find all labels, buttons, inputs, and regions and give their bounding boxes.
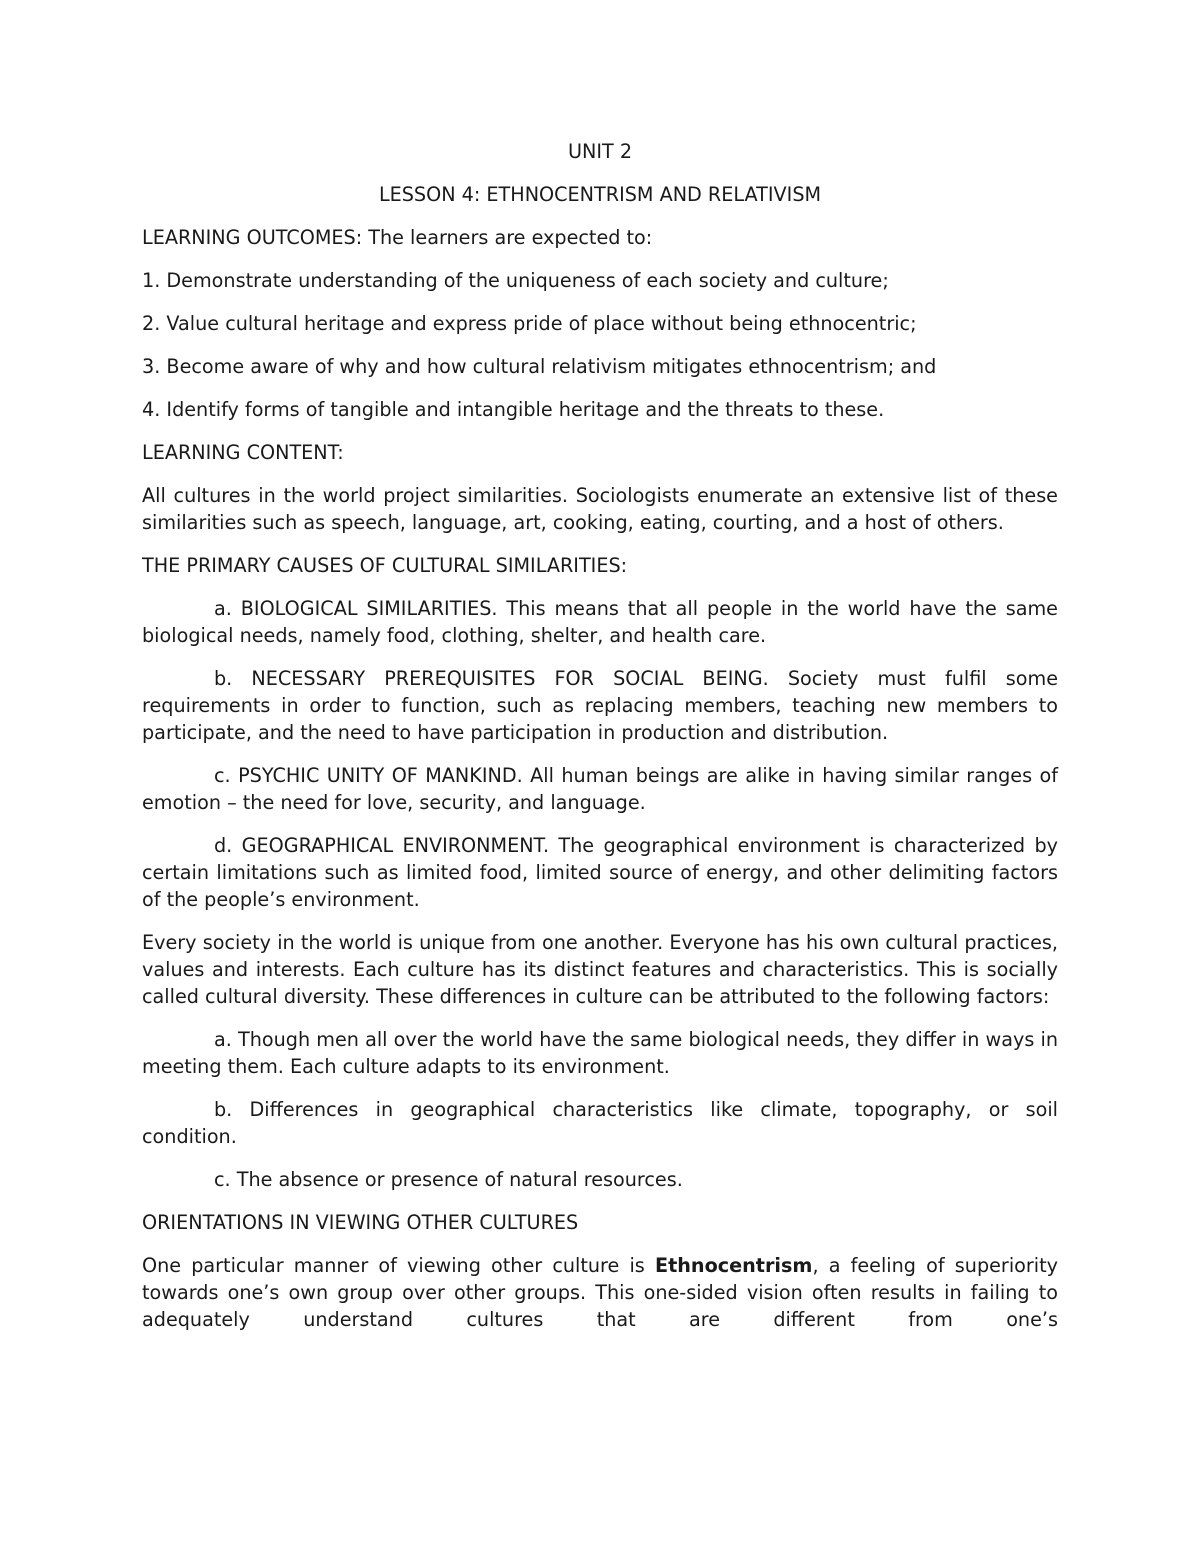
outcome-item: 2. Value cultural heritage and express pride of place without being ethnocentric; xyxy=(142,312,917,335)
ethnocentrism-term: Ethnocentrism xyxy=(654,1254,813,1277)
cause-item: d. GEOGRAPHICAL ENVIRONMENT. The geographical environment is characterized by certain limitations such as limited food, limited source of energy, and other delimiting factors of the people’s environment. xyxy=(142,834,1058,911)
cause-item: a. BIOLOGICAL SIMILARITIES. This means that all people in the world have the same biological needs, namely food, clothing, shelter, and health care. xyxy=(142,597,1058,647)
outcome-item: 4. Identify forms of tangible and intangible heritage and the threats to these. xyxy=(142,398,885,421)
document-page xyxy=(142,138,1058,1349)
factor-item: b. Differences in geographical characteristics like climate, topography, or soil condition. xyxy=(142,1098,1058,1148)
causes-heading: THE PRIMARY CAUSES OF CULTURAL SIMILARITIES: xyxy=(142,554,628,577)
cause-item: b. NECESSARY PREREQUISITES FOR SOCIAL BEING. Society must fulfil some requirements in order to function, such as replacing members, teaching new members to participate, and the need to have participation in production and distribution. xyxy=(142,667,1058,744)
orientations-heading: ORIENTATIONS IN VIEWING OTHER CULTURES xyxy=(142,1211,579,1234)
ethno-text-after: , a feeling of superiority towards one’s own group over other groups. This one-sided vision often results in failing to adequately understand cultures that are different from one’s xyxy=(142,1254,1058,1331)
diversity-paragraph: Every society in the world is unique from one another. Everyone has his own cultural practices, values and interests. Each culture has its distinct features and characteristics. This is socially called cultural diversity. These differences in culture can be attributed to the following factors: xyxy=(142,931,1058,1008)
cause-item: c. PSYCHIC UNITY OF MANKIND. All human beings are alike in having similar ranges of emotion – the need for love, security, and language. xyxy=(142,764,1058,814)
outcome-item: 1. Demonstrate understanding of the uniqueness of each society and culture; xyxy=(142,269,889,292)
ethnocentrism-paragraph xyxy=(142,1252,1058,1333)
lesson-title: LESSON 4: ETHNOCENTRISM AND RELATIVISM xyxy=(378,183,822,206)
intro-paragraph: All cultures in the world project similarities. Sociologists enumerate an extensive list of these similarities such as speech, language, art, cooking, eating, courting, and a host of others. xyxy=(142,484,1058,534)
ethno-text-before: One particular manner of viewing other culture is xyxy=(142,1254,655,1277)
unit-title: UNIT 2 xyxy=(567,140,633,163)
factor-item: a. Though men all over the world have the same biological needs, they differ in ways in meeting them. Each culture adapts to its environment. xyxy=(142,1028,1058,1078)
content-heading: LEARNING CONTENT: xyxy=(142,441,344,464)
outcomes-heading: LEARNING OUTCOMES: The learners are expected to: xyxy=(142,226,653,249)
factor-item: c. The absence or presence of natural resources. xyxy=(214,1168,683,1191)
outcome-item: 3. Become aware of why and how cultural relativism mitigates ethnocentrism; and xyxy=(142,355,937,378)
